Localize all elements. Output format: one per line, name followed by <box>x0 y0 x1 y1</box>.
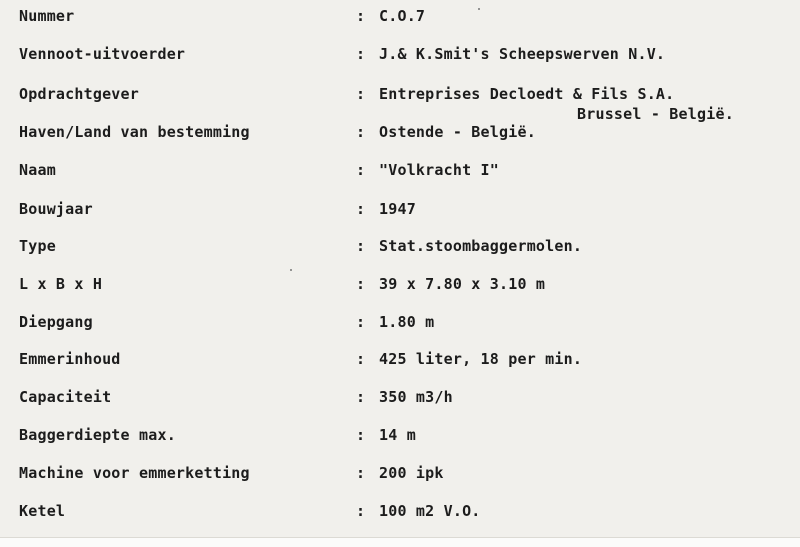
row-capaciteit <box>0 388 800 424</box>
field-value: Entreprises Decloedt & Fils S.A. <box>379 85 675 103</box>
row-afmetingen <box>0 275 800 311</box>
card-bottom-edge <box>0 537 800 547</box>
field-separator: : <box>356 313 366 331</box>
field-label: Opdrachtgever <box>19 85 139 103</box>
row-diepgang <box>0 313 800 349</box>
row-haven-land <box>0 123 800 159</box>
field-separator: : <box>356 464 366 482</box>
field-label: Type <box>19 237 56 255</box>
field-label: Vennoot-uitvoerder <box>19 45 186 63</box>
paper-speck <box>290 269 292 271</box>
field-label: Naam <box>19 161 56 179</box>
row-opdrachtgever <box>0 85 800 121</box>
field-label: Baggerdiepte max. <box>19 426 176 444</box>
field-value: Stat.stoombaggermolen. <box>379 237 583 255</box>
row-emmerinhoud <box>0 350 800 386</box>
row-machine <box>0 464 800 500</box>
field-separator: : <box>356 275 366 293</box>
row-baggerdiepte <box>0 426 800 462</box>
field-value: 14 m <box>379 426 416 444</box>
row-type <box>0 237 800 273</box>
field-value: 100 m2 V.O. <box>379 502 481 520</box>
field-value: C.O.7 <box>379 7 426 25</box>
field-label: L x B x H <box>19 275 103 293</box>
field-value-line2: Brussel - België. <box>577 105 734 123</box>
field-separator: : <box>356 161 366 179</box>
field-label: Haven/Land van bestemming <box>19 123 250 141</box>
field-label: Capaciteit <box>19 388 112 406</box>
field-label: Ketel <box>19 502 66 520</box>
field-label: Machine voor emmerketting <box>19 464 250 482</box>
field-separator: : <box>356 350 366 368</box>
field-value: 1.80 m <box>379 313 435 331</box>
field-separator: : <box>356 200 366 218</box>
field-separator: : <box>356 502 366 520</box>
field-separator: : <box>356 45 366 63</box>
field-label: Emmerinhoud <box>19 350 121 368</box>
field-separator: : <box>356 426 366 444</box>
row-nummer <box>0 7 800 43</box>
field-label: Bouwjaar <box>19 200 93 218</box>
field-label: Nummer <box>19 7 75 25</box>
field-value: 350 m3/h <box>379 388 453 406</box>
field-separator: : <box>356 85 366 103</box>
field-value: J.& K.Smit's Scheepswerven N.V. <box>379 45 666 63</box>
row-vennoot-uitvoerder <box>0 45 800 81</box>
field-value: 425 liter, 18 per min. <box>379 350 583 368</box>
row-ketel <box>0 502 800 538</box>
row-naam <box>0 161 800 197</box>
row-bouwjaar <box>0 200 800 236</box>
field-value: "Volkracht I" <box>379 161 499 179</box>
field-separator: : <box>356 7 366 25</box>
field-label: Diepgang <box>19 313 93 331</box>
paper-speck <box>478 8 480 10</box>
field-value: Ostende - België. <box>379 123 536 141</box>
field-separator: : <box>356 388 366 406</box>
field-value: 1947 <box>379 200 416 218</box>
field-value: 200 ipk <box>379 464 444 482</box>
field-value: 39 x 7.80 x 3.10 m <box>379 275 546 293</box>
field-separator: : <box>356 237 366 255</box>
field-separator: : <box>356 123 366 141</box>
